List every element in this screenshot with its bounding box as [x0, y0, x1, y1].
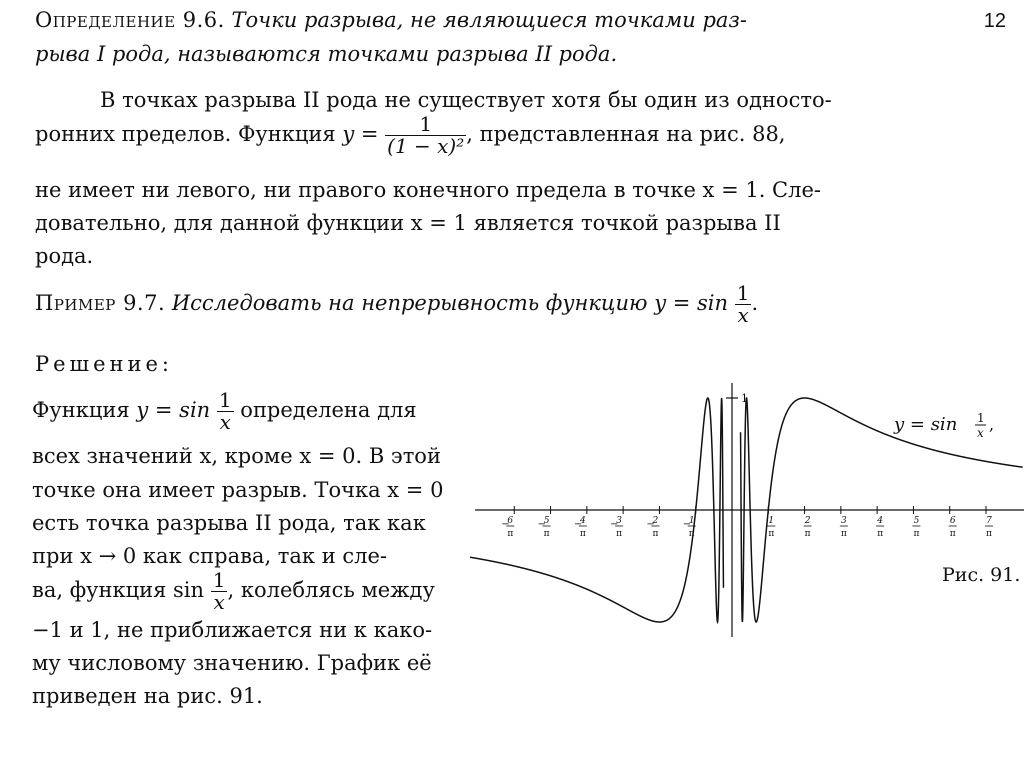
solution-line-7: −1 и 1, не приближается ни к како- [32, 618, 433, 642]
curve-label-num: 1 [977, 411, 985, 425]
x-tick-num: 6 [949, 516, 956, 526]
solution-line-1 [32, 390, 417, 433]
solution-line-5: при x → 0 как справа, так и сле- [32, 544, 388, 568]
solution-l1-num: 1 [218, 388, 232, 412]
solution-label: Решение: [35, 352, 174, 376]
example-end: . [751, 291, 759, 315]
solution-l6-a: ва, функция sin [32, 578, 205, 602]
x-tick-label [646, 516, 659, 539]
x-tick-num: 4 [877, 516, 884, 526]
paragraph-line-1: В точках разрыва II рода не существует хотя бы один из односто- [100, 88, 832, 112]
paragraph-line-2-a: ронних пределов. Функция [35, 122, 336, 146]
x-tick-label [876, 516, 884, 539]
x-tick-minus: − [646, 519, 655, 530]
figure-caption: Рис. 91. [942, 564, 1021, 586]
paragraph-frac-den: (1 − x)² [387, 134, 465, 158]
example-frac-den: x [737, 303, 749, 327]
x-tick-num: 2 [804, 516, 811, 526]
solution-line-4: есть точка разрыва II рода, так как [32, 511, 426, 535]
page-number: 12 [983, 10, 1006, 32]
x-tick-num: 7 [986, 516, 992, 526]
x-tick-label [767, 516, 775, 539]
x-tick-den: π [913, 529, 920, 539]
x-tick-label [912, 516, 920, 539]
solution-l6-b: , колеблясь между [227, 578, 435, 602]
paragraph-var: y = [342, 122, 379, 146]
x-tick-den: π [688, 529, 695, 539]
x-tick-label [538, 516, 551, 539]
curve-label-end: , [989, 415, 995, 434]
x-tick-num: 1 [688, 516, 695, 526]
solution-l1-var: y = sin [136, 398, 211, 422]
x-tick-label [804, 516, 812, 539]
sin-one-over-x-graph [470, 375, 1024, 645]
x-tick-label [985, 516, 993, 539]
paragraph-line-3: не имеет ни левого, ни правого конечного предела в точке x = 1. Сле- [35, 178, 821, 202]
definition-text-1: Точки разрыва, не являющиеся точками раз- [231, 8, 747, 32]
x-tick-den: π [616, 529, 623, 539]
x-tick-num: 3 [616, 516, 623, 526]
x-tick-label [574, 516, 587, 539]
x-tick-num: 6 [507, 516, 514, 526]
paragraph-fraction [385, 114, 466, 157]
x-ticks [501, 506, 993, 539]
x-tick-minus: − [537, 519, 546, 530]
solution-line-8: му числовому значению. График её [32, 651, 432, 675]
x-tick-den: π [877, 529, 884, 539]
x-tick-minus: − [682, 519, 692, 530]
paragraph-line-5: рода. [35, 244, 94, 268]
y-tick-label: 1 [741, 392, 748, 405]
example-frac-num: 1 [736, 281, 750, 305]
paragraph-line-2-b: , представленная на рис. 88, [466, 122, 786, 146]
solution-l1-den: x [219, 410, 231, 434]
x-tick-label [949, 516, 957, 539]
x-tick-label [840, 516, 848, 539]
x-tick-den: π [986, 529, 992, 539]
solution-line-9: приведен на рис. 91. [32, 684, 263, 708]
definition-line-1 [35, 8, 747, 32]
solution-l6-fraction [211, 570, 228, 613]
solution-l1-b: определена для [240, 398, 417, 422]
x-tick-label [610, 516, 623, 539]
solution-l1-fraction [217, 390, 234, 433]
paragraph-line-2 [35, 114, 785, 157]
solution-l6-num: 1 [212, 568, 226, 592]
x-tick-den: π [543, 529, 550, 539]
paragraph-frac-num: 1 [385, 114, 466, 136]
curve-label [893, 411, 994, 440]
solution-l1-a: Функция [32, 398, 130, 422]
definition-label: Определение 9.6. [35, 8, 225, 32]
x-tick-den: π [579, 529, 586, 539]
paragraph-line-4: довательно, для данной функции x = 1 является точкой разрыва II [35, 211, 781, 235]
solution-line-2: всех значений x, кроме x = 0. В этой [32, 444, 441, 468]
x-tick-den: π [804, 529, 811, 539]
x-tick-den: π [652, 529, 659, 539]
example-line [35, 283, 758, 326]
x-tick-den: π [507, 529, 514, 539]
x-tick-den: π [840, 529, 847, 539]
x-tick-minus: − [573, 519, 583, 530]
x-tick-num: 3 [840, 516, 847, 526]
example-text: Исследовать на непрерывность функцию y = sin [171, 291, 729, 315]
x-tick-label [501, 516, 514, 539]
solution-line-6 [32, 570, 435, 613]
curve-label-den: x [977, 426, 984, 440]
solution-line-3: точке она имеет разрыв. Точка x = 0 [32, 478, 444, 502]
x-tick-num: 2 [652, 516, 659, 526]
x-tick-num: 4 [579, 516, 586, 526]
x-tick-minus: − [610, 519, 619, 530]
x-tick-num: 1 [768, 516, 775, 526]
x-tick-den: π [768, 529, 775, 539]
curve-label-text: y = sin [894, 414, 958, 435]
example-fraction [735, 283, 752, 326]
x-tick-minus: − [501, 519, 510, 530]
definition-line-2: рыва I рода, называются точками разрыва II рода. [35, 42, 618, 66]
example-label: Пример 9.7. [35, 291, 166, 315]
x-tick-num: 5 [913, 516, 920, 526]
x-tick-num: 5 [543, 516, 550, 526]
x-tick-den: π [949, 529, 956, 539]
solution-l6-den: x [213, 590, 225, 614]
